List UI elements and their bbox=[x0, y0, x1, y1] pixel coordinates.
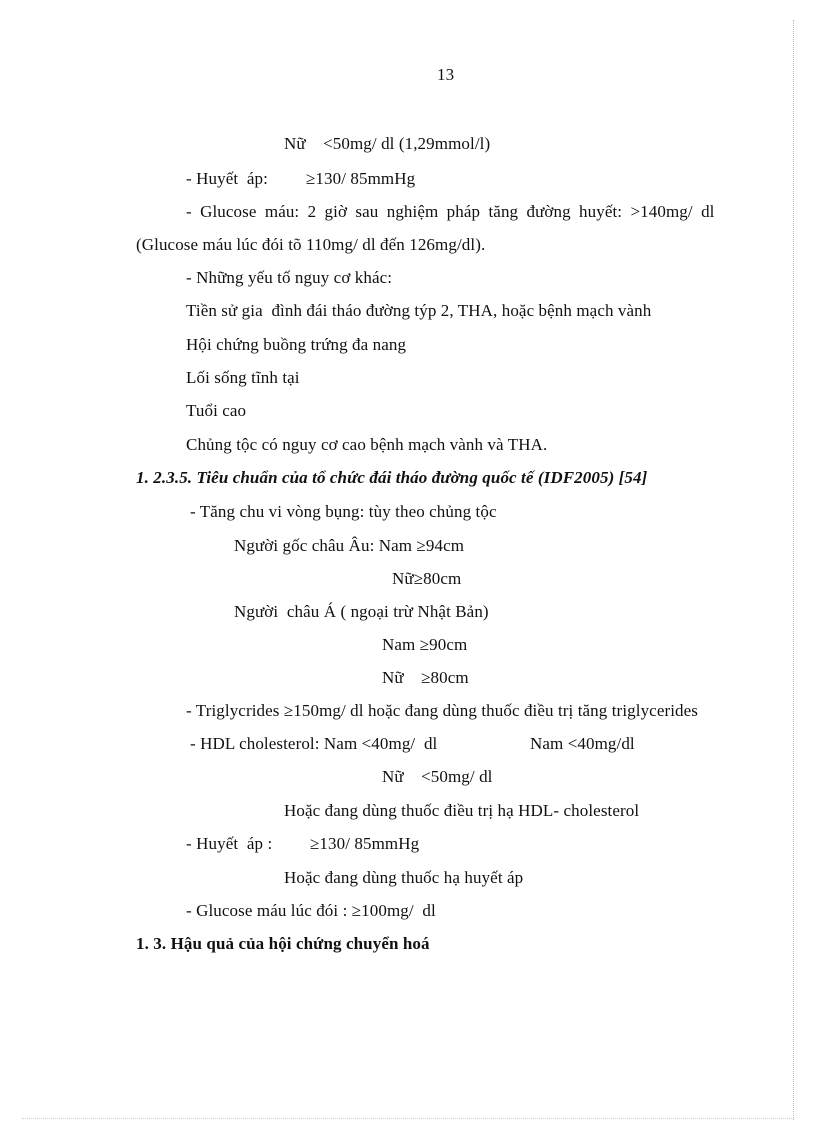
page-number: 13 bbox=[437, 65, 455, 84]
text-line: Chủng tộc có nguy cơ cao bệnh mạch vành và THA. bbox=[186, 435, 548, 454]
text-line: Nữ <50mg/ dl (1,29mmol/l) bbox=[284, 134, 491, 153]
text-line: ≥130/ 85mmHg bbox=[306, 169, 416, 188]
text-line: Người gốc châu Âu: Nam ≥94cm bbox=[234, 536, 465, 555]
text-line: Tuổi cao bbox=[186, 401, 247, 420]
page-border-bottom bbox=[22, 1118, 794, 1119]
text-line: - Glucose máu lúc đói : ≥100mg/ dl bbox=[186, 901, 436, 920]
text-line: (Glucose máu lúc đói tõ 110mg/ dl đến 126mg/dl). bbox=[136, 235, 486, 254]
text-line: Tiền sử gia đình đái tháo đường týp 2, THA, hoặc bệnh mạch vành bbox=[186, 301, 652, 320]
text-line: - Triglycrides ≥150mg/ dl hoặc đang dùng thuốc điều trị tăng triglycerides bbox=[186, 701, 699, 720]
text-line: - HDL cholesterol: Nam <40mg/ dl bbox=[190, 734, 438, 753]
text-line: - Tăng chu vi vòng bụng: tùy theo chủng tộc bbox=[190, 502, 497, 521]
text-line: Nữ≥80cm bbox=[392, 569, 462, 588]
section-heading: 1. 3. Hậu quả của hội chứng chuyển hoá bbox=[136, 934, 430, 953]
text-line: Nữ ≥80cm bbox=[382, 668, 469, 687]
text-line: Lối sống tĩnh tại bbox=[186, 368, 300, 387]
text-line: Hoặc đang dùng thuốc hạ huyết áp bbox=[284, 868, 524, 887]
text-line: Nam ≥90cm bbox=[382, 635, 468, 654]
text-line: - Những yếu tố nguy cơ khác: bbox=[186, 268, 393, 287]
text-line: - Huyết áp: bbox=[186, 169, 268, 188]
section-heading: 1. 2.3.5. Tiêu chuẩn của tổ chức đái tháo đường quốc tế (IDF2005) [54] bbox=[136, 468, 648, 487]
page-border-right bbox=[793, 20, 794, 1120]
text-line: - Huyết áp : bbox=[186, 834, 273, 853]
text-line: - Glucose máu: 2 giờ sau nghiệm pháp tăng đường huyết: >140mg/ dl bbox=[186, 202, 715, 221]
text-line: Hoặc đang dùng thuốc điều trị hạ HDL- cholesterol bbox=[284, 801, 640, 820]
text-line: Nữ <50mg/ dl bbox=[382, 767, 493, 786]
text-line: ≥130/ 85mmHg bbox=[310, 834, 420, 853]
text-line: Người châu Á ( ngoại trừ Nhật Bản) bbox=[234, 602, 489, 621]
text-line: Hội chứng buồng trứng đa nang bbox=[186, 335, 407, 354]
text-line: Nam <40mg/dl bbox=[530, 734, 635, 753]
